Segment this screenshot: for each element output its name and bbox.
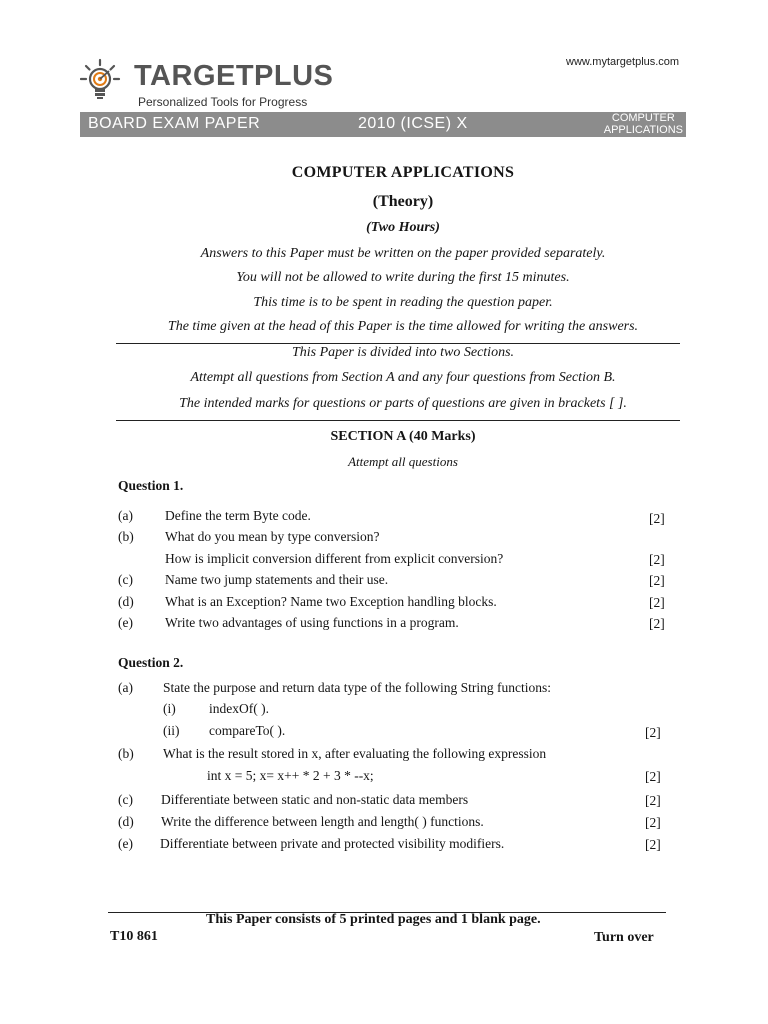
section-title: SECTION A (40 Marks) (330, 429, 476, 444)
q1-item-label: (a) (118, 508, 133, 523)
q1-item-text: Write two advantages of using functions in a program. (165, 615, 459, 630)
q1-item-marks: [2] (649, 595, 665, 610)
q2-item-marks: [2] (645, 815, 661, 830)
banner-subject-line1: COMPUTER (611, 112, 675, 124)
q2-item-marks: [2] (645, 725, 661, 740)
q2-item-text: What is the result stored in x, after evaluating the following expression (163, 746, 547, 761)
q2-item-marks: [2] (645, 793, 661, 808)
brand-logo (80, 58, 334, 109)
paper-subtitle: (Theory) (372, 193, 434, 210)
section-subtitle: Attempt all questions (348, 454, 458, 469)
paper-duration: (Two Hours) (366, 220, 440, 235)
q2-item-text: indexOf( ). (209, 701, 269, 716)
instruction-line: This time is to be spent in reading the question paper. (253, 295, 553, 310)
sections-note: This Paper is divided into two Sections. (291, 345, 515, 360)
q1-item-label: (d) (118, 594, 134, 609)
q1-item-marks: [2] (649, 511, 665, 526)
banner-subject (604, 112, 683, 136)
exam-banner (80, 112, 686, 137)
question-2-heading: Question 2. (118, 655, 184, 670)
lightbulb-target-icon (80, 58, 124, 102)
q2-item-text: int x = 5; x= x++ * 2 + 3 * --x; (207, 768, 374, 783)
brand-name: TARGETPLUS (134, 60, 334, 92)
q2-item-label: (ii) (163, 723, 180, 738)
q1-item-label: (c) (118, 572, 133, 587)
instruction-line: You will not be allowed to write during the first 15 minutes. (236, 270, 570, 285)
brand-tagline: Personalized Tools for Progress (138, 95, 308, 109)
attempt-note: Attempt all questions from Section A and any four questions from Section B. (190, 370, 616, 385)
site-url: www.mytargetplus.com (566, 56, 680, 68)
paper-code: T10 861 (110, 929, 158, 944)
q1-item-marks: [2] (649, 552, 665, 567)
q2-item-label: (b) (118, 746, 134, 761)
q2-item-text: compareTo( ). (209, 723, 286, 738)
question-1-heading: Question 1. (118, 478, 184, 493)
q1-item-text: What is an Exception? Name two Exception handling blocks. (165, 594, 497, 609)
q2-item-marks: [2] (645, 837, 661, 852)
q1-item-text: Define the term Byte code. (165, 508, 311, 523)
q2-item-text: State the purpose and return data type of the following String functions: (163, 680, 552, 695)
q2-item-label: (e) (118, 836, 133, 851)
divider (116, 420, 680, 421)
pages-note: This Paper consists of 5 printed pages and 1 blank page. (206, 912, 541, 927)
q1-item-text: What do you mean by type conversion? (165, 529, 380, 544)
q2-item-label: (a) (118, 680, 133, 695)
banner-subject-line2: APPLICATIONS (603, 124, 683, 136)
q1-item-text: Name two jump statements and their use. (165, 572, 389, 587)
q1-item-text: How is implicit conversion different from explicit conversion? (165, 551, 504, 566)
q2-item-text: Differentiate between static and non-static data members (161, 792, 469, 807)
banner-exam-type: BOARD EXAM PAPER (88, 115, 261, 132)
q2-item-label: (d) (118, 814, 134, 829)
marks-note: The intended marks for questions or parts of questions are given in brackets [ ]. (179, 396, 627, 411)
q1-item-marks: [2] (649, 573, 665, 588)
q2-item-label: (c) (118, 792, 133, 807)
q1-item-label: (b) (118, 529, 134, 544)
q2-item-text: Differentiate between private and protected visibility modifiers. (160, 836, 505, 851)
q2-item-marks: [2] (645, 769, 661, 784)
q1-item-label: (e) (118, 615, 133, 630)
turn-over-note: Turn over (594, 930, 654, 945)
instruction-line: The time given at the head of this Paper is the time allowed for writing the answers. (167, 319, 639, 334)
banner-year: 2010 (ICSE) X (358, 115, 468, 132)
q2-item-label: (i) (163, 701, 176, 716)
divider (116, 343, 680, 344)
instruction-line: Answers to this Paper must be written on the paper provided separately. (200, 246, 606, 261)
q1-item-marks: [2] (649, 616, 665, 631)
q2-item-text: Write the difference between length and length( ) functions. (161, 814, 484, 829)
paper-title: COMPUTER APPLICATIONS (291, 164, 515, 181)
